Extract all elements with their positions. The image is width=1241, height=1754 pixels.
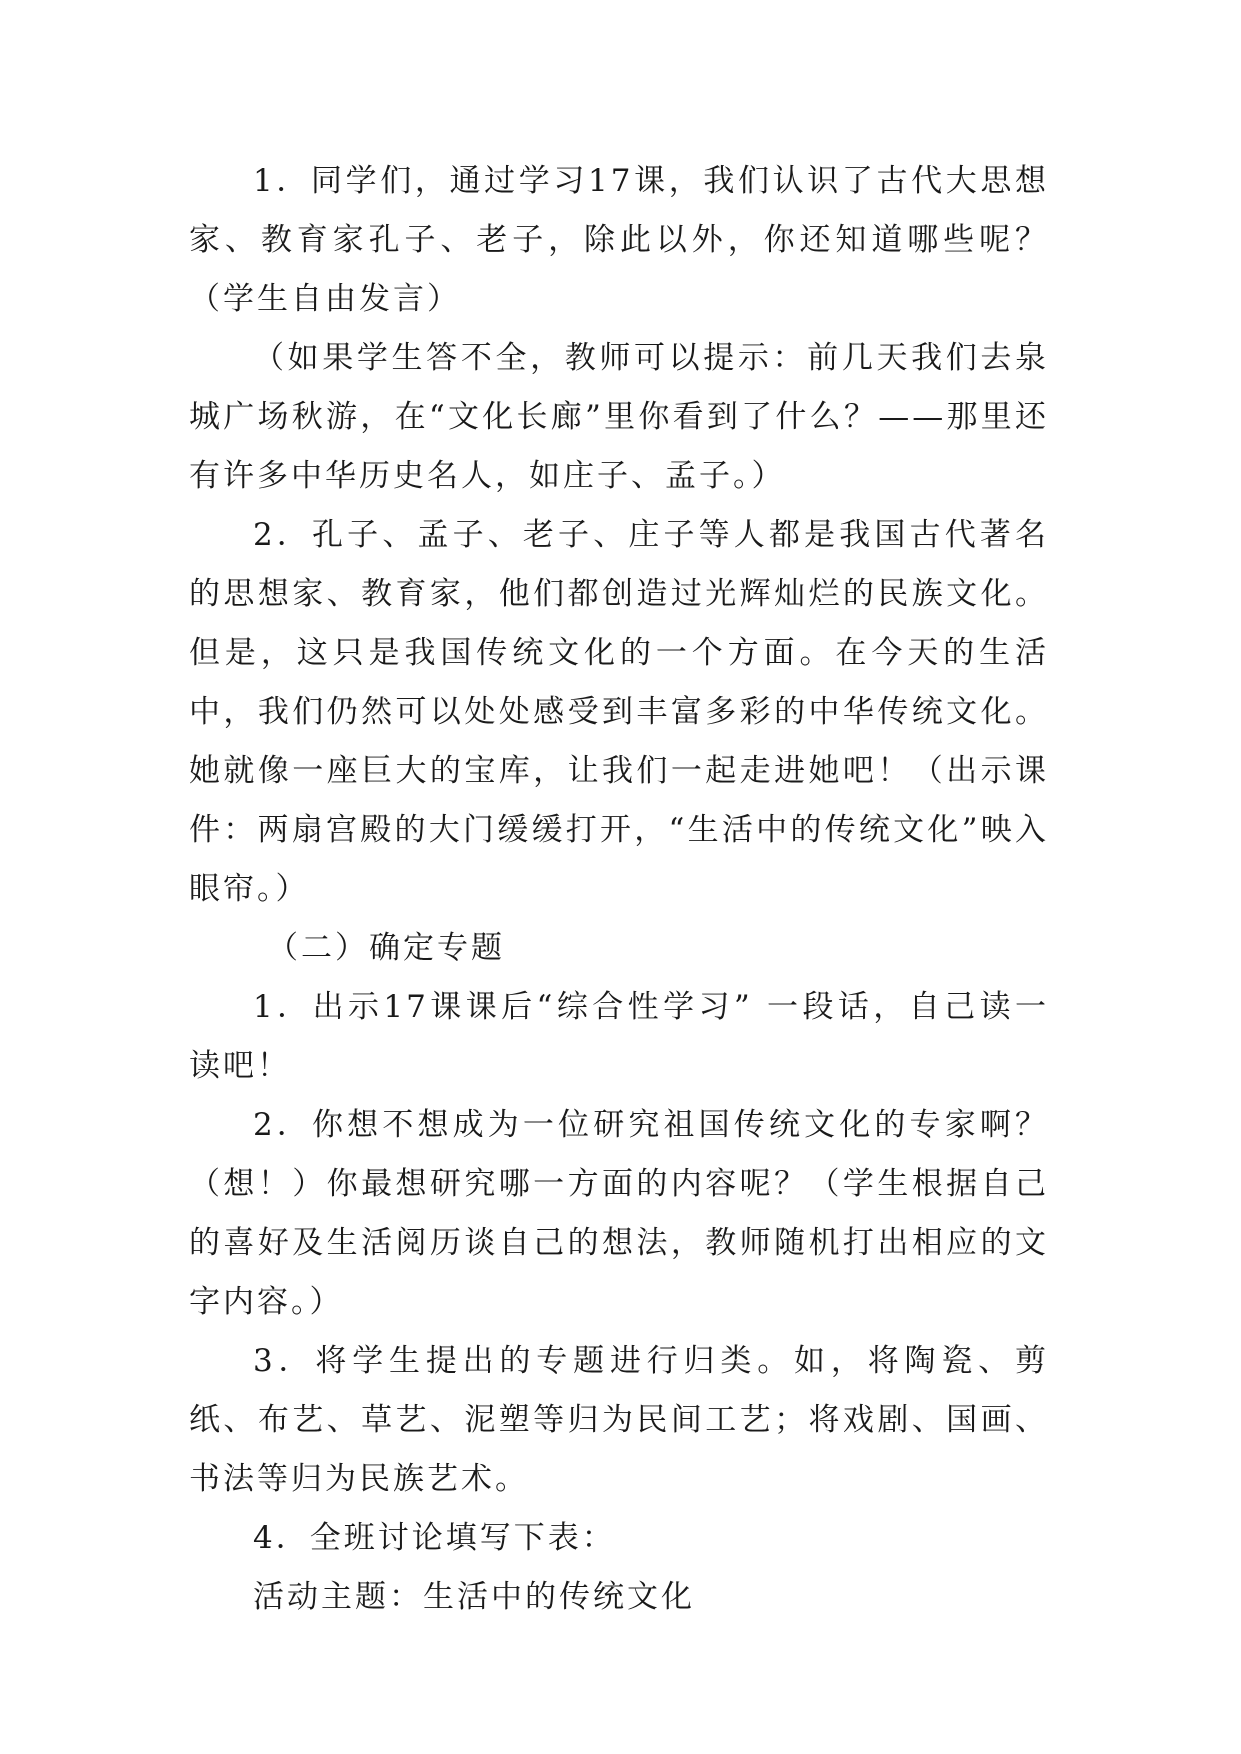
section-heading: （二）确定专题 <box>267 930 505 966</box>
paragraph-4: 1．出示17课课后“综合性学习” 一段话，自己读一读吧！ <box>189 989 1049 1084</box>
paragraph-2: （如果学生答不全，教师可以提示：前几天我们去泉城广场秋游，在“文化长廊”里你看到了什么？——那里还有许多中华历史名人，如庄子、孟子。） <box>189 340 1049 494</box>
paragraph-5: 2．你想不想成为一位研究祖国传统文化的专家啊？（想！）你最想研究哪一方面的内容呢？（学生根据自己的喜好及生活阅历谈自己的想法，教师随机打出相应的文字内容。） <box>189 1107 1049 1320</box>
activity-theme: 活动主题：生活中的传统文化 <box>253 1579 695 1615</box>
document-page <box>189 152 1049 1627</box>
paragraph-3: 2．孔子、孟子、老子、庄子等人都是我国古代著名的思想家、教育家，他们都创造过光辉灿烂的民族文化。但是，这只是我国传统文化的一个方面。在今天的生活中，我们仍然可以处处感受到丰富多彩的中华传统文化。她就像一座巨大的宝库，让我们一起走进她吧！（出示课件：两扇宫殿的大门缓缓打开，“生活中的传统文化”映入眼帘。） <box>189 517 1049 907</box>
paragraph-6: 3．将学生提出的专题进行归类。如，将陶瓷、剪纸、布艺、草艺、泥塑等归为民间工艺；将戏剧、国画、书法等归为民族艺术。 <box>189 1343 1049 1497</box>
paragraph-1: 1．同学们，通过学习17课，我们认识了古代大思想家、教育家孔子、老子，除此以外，你还知道哪些呢？（学生自由发言） <box>189 163 1049 317</box>
paragraph-7: 4．全班讨论填写下表： <box>253 1520 616 1556</box>
